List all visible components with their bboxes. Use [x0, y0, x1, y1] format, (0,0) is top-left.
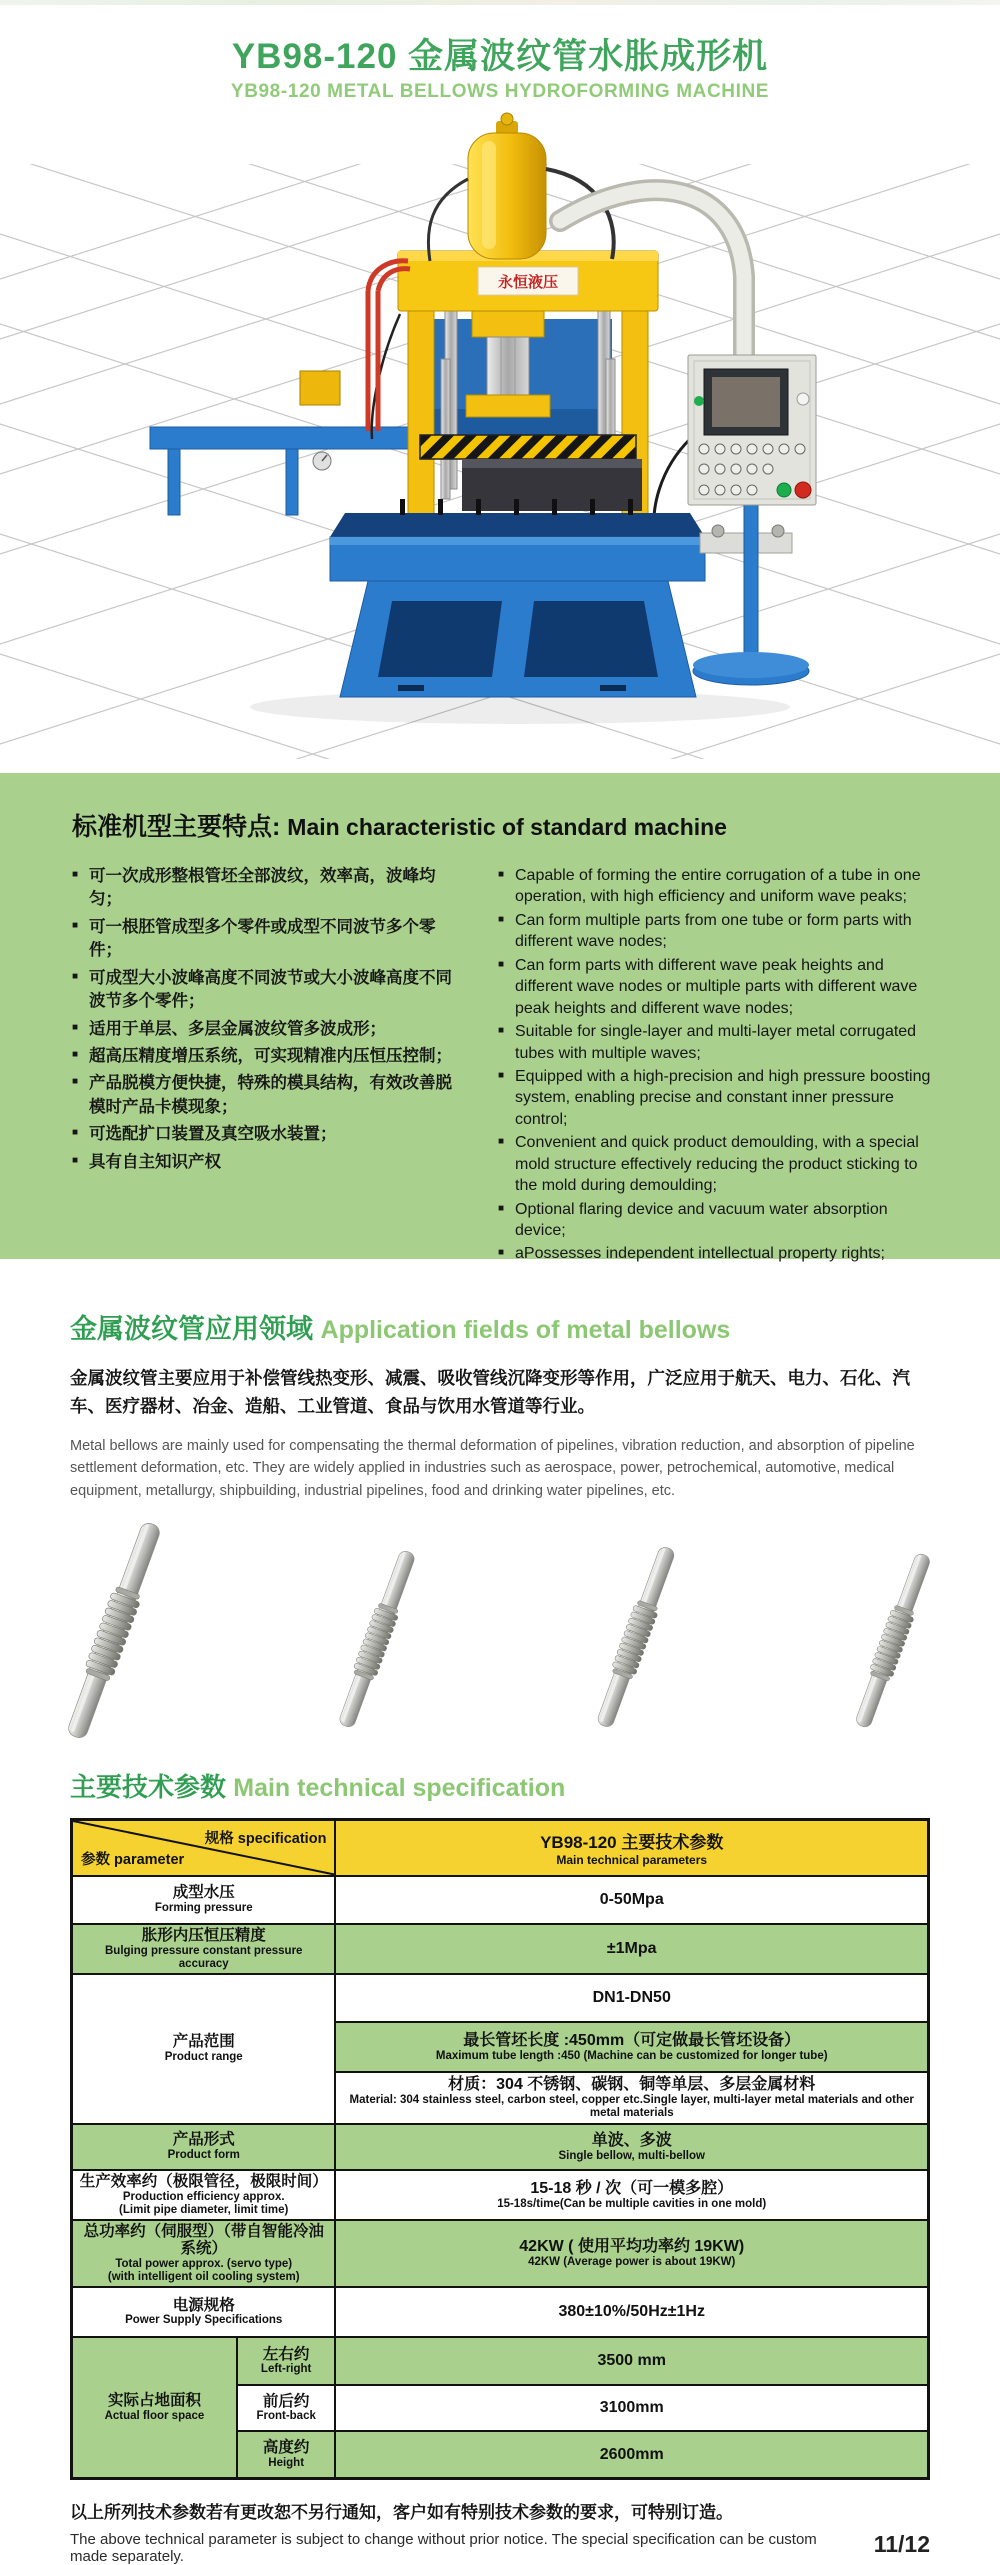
label-zh: 电源规格 — [172, 2296, 235, 2314]
sublabel-en: Left-right — [260, 2363, 312, 2376]
value: 380±10%/50Hz±1Hz — [558, 2303, 705, 2321]
feature-item-en: ■ Suitable for single-layer and multi-layer metal corrugated tubes with multiple waves; — [498, 1021, 936, 1064]
value-cell — [335, 2124, 928, 2170]
top-crossbeam — [398, 251, 658, 311]
specs-heading — [70, 1767, 930, 1804]
value-cell — [335, 2337, 928, 2385]
spec-row-production-efficiency — [72, 2170, 929, 2220]
label-en: Total power approx. (servo type) — [115, 2258, 293, 2271]
application-section — [70, 1307, 930, 1502]
spec-header-en: Main technical parameters — [556, 1853, 708, 1868]
machine-base — [340, 581, 696, 697]
value-zh: 材质：304 不锈钢、碳钢、铜等单层、多层金属材料 — [448, 2076, 816, 2094]
spec-header-cell — [335, 1820, 928, 1876]
value-en: 42KW (Average power is about 19KW) — [528, 2256, 736, 2269]
page-subtitle-en: YB98-120 METAL BELLOWS HYDROFORMING MACHINE — [230, 81, 770, 102]
value-cell — [335, 2287, 928, 2337]
features-heading-en: Main characteristic of standard machine — [287, 814, 727, 840]
bellows-tube-image — [844, 1548, 942, 1733]
label-cell — [72, 2220, 336, 2287]
label-en: Production efficiency approx. — [122, 2190, 285, 2203]
corner-label-specification: 规格 specification — [204, 1831, 327, 1848]
spec-corner-cell — [72, 1820, 336, 1876]
feature-item-zh: ■ 可选配扩口装置及真空吸水装置； — [72, 1123, 464, 1146]
features-list-zh — [72, 865, 464, 1267]
feature-item-zh: ■ 具有自主知识产权 — [72, 1151, 464, 1174]
label-en: Forming pressure — [154, 1902, 253, 1915]
value: DN1-DN50 — [592, 1989, 671, 2006]
sublabel-cell — [237, 2337, 336, 2385]
feature-item-en: ■ Convenient and quick product demoulding, with a special mold structure effectively reducing the product sticking to the mold during demoulding; — [498, 1132, 936, 1196]
features-list-en — [498, 865, 936, 1267]
value-cell — [335, 2170, 928, 2220]
value-cell — [335, 1876, 928, 1924]
label-zh: 产品形式 — [172, 2131, 235, 2149]
feature-item-en: ■ aPossesses independent intellectual property rights; — [498, 1243, 936, 1264]
footer-note-zh: 以上所列技术参数若有更改恕不另行通知，客户如有特别技术参数的要求，可特别订造。 — [70, 2503, 733, 2523]
sublabel-zh: 高度约 — [262, 2439, 310, 2457]
label-cell — [72, 2170, 336, 2220]
feature-item-zh: ■ 可一次成形整根管坯全部波纹，效率高，波峰均匀； — [72, 865, 464, 912]
spec-row-power-supply — [72, 2287, 929, 2337]
spec-table — [70, 1818, 930, 2480]
value: 3500 mm — [597, 2352, 666, 2370]
bellows-tube-image — [585, 1541, 687, 1733]
value-cell — [335, 1924, 928, 1974]
sublabel-en: Front-back — [256, 2410, 316, 2423]
bellows-product-photos — [58, 1528, 942, 1733]
machine-photo — [0, 109, 1000, 759]
corner-label-parameter: 参数 parameter — [81, 1851, 185, 1868]
feature-item-zh: ■ 超高压精度增压系统，可实现精准内压恒压控制； — [72, 1045, 464, 1068]
value-en: Single bellow, multi-bellow — [558, 2149, 705, 2162]
value-zh: 单波、多波 — [591, 2131, 672, 2149]
page-title: YB98-120 金属波纹管水胀成形机 — [231, 37, 769, 76]
bellows-tube-image — [58, 1528, 170, 1733]
features-heading-zh: 标准机型主要特点: — [72, 813, 281, 841]
page-number: 11/12 — [873, 2531, 930, 2558]
feature-item-zh: ■ 产品脱模方便快捷，特殊的模具结构，有效改善脱模时产品卡模现象； — [72, 1072, 464, 1119]
application-paragraph-en: Metal bellows are mainly used for compensating the thermal deformation of pipelines, vibration reduction, and absorption of pipeline settlement deformation, etc. They are widely applied in industries such as aerospace, power, petrochemical, automotive, medical equipment, metallurgy, shipbuilding, industrial pipelines, food and drinking water pipelines, etc. — [70, 1437, 915, 1499]
value: 0-50Mpa — [599, 1891, 664, 1908]
bellows-tube-image — [327, 1545, 427, 1733]
value-cell — [335, 2022, 928, 2072]
label-zh: 总功率约（伺服型）（带自智能冷油系统） — [83, 2222, 324, 2258]
label-zh: 成型水压 — [172, 1884, 235, 1902]
spec-header-zh: YB98-120 主要技术参数 — [540, 1833, 724, 1853]
value-cell — [335, 2072, 928, 2124]
value-cell — [335, 2385, 928, 2431]
spec-row-product-form — [72, 2124, 929, 2170]
value-zh: 15-18 秒 / 次（可一模多腔） — [530, 2179, 734, 2197]
application-heading-zh: 金属波纹管应用领域 — [70, 1314, 313, 1344]
feature-item-zh: ■ 适用于单层、多层金属波纹管多波成形； — [72, 1018, 464, 1041]
label-en: Power Supply Specifications — [125, 2314, 283, 2327]
value-zh: 最长管坯长度 :450mm（可定做最长管坯设备） — [463, 2031, 801, 2049]
footer-note-en: The above technical parameter is subject to change without prior notice. The special specification can be custom made separately. — [70, 2531, 817, 2565]
hydroforming-machine-illustration — [0, 109, 1000, 759]
specs-section — [70, 1767, 930, 2480]
label-cell — [72, 1876, 336, 1924]
label-cell — [72, 1924, 336, 1974]
top-strip — [0, 0, 1000, 5]
feature-item-en: ■ Can form multiple parts from one tube or form parts with different wave nodes; — [498, 910, 936, 953]
label-cell — [72, 2287, 336, 2337]
spec-row-total-power — [72, 2220, 929, 2287]
label-en: Product form — [167, 2149, 240, 2162]
feature-item-en: ■ Capable of forming the entire corrugation of a tube in one operation, with high efficiency and uniform wave peaks; — [498, 865, 936, 908]
application-heading — [70, 1307, 930, 1346]
specs-heading-zh: 主要技术参数 — [70, 1772, 227, 1803]
feature-item-en: ■ Can form parts with different wave peak heights and different wave nodes or multiple parts with different wave peak heights and different wave nodes; — [498, 955, 936, 1019]
brand-plaque-text: 永恒液压 — [497, 274, 559, 291]
spec-row-product-range-1 — [72, 1974, 929, 2022]
control-panel — [688, 355, 816, 685]
features-section — [0, 773, 1000, 1263]
value-cell — [335, 1974, 928, 2022]
hydraulic-cylinder — [468, 113, 546, 259]
spec-row-floor-left-right — [72, 2337, 929, 2385]
features-heading — [72, 807, 936, 843]
value: 2600mm — [599, 2446, 664, 2464]
label-en: Product range — [164, 2051, 243, 2064]
label-zh: 胀形内压恒压精度 — [141, 1926, 266, 1944]
feature-item-en: ■ Optional flaring device and vacuum water absorption device; — [498, 1199, 936, 1242]
label-en: (Limit pipe diameter, limit time) — [119, 2203, 289, 2216]
spec-header-row — [72, 1820, 929, 1876]
sublabel-en: Height — [268, 2457, 305, 2470]
label-zh: 生产效率约（极限管径，极限时间） — [79, 2172, 328, 2190]
label-en: Actual floor space — [104, 2410, 205, 2423]
value: ±1Mpa — [606, 1940, 657, 1957]
hazard-stripe-beam — [420, 435, 636, 459]
feature-item-zh: ■ 可成型大小波峰高度不同波节或大小波峰高度不同波节多个零件； — [72, 967, 464, 1014]
value-zh: 42KW ( 使用平均功率约 19KW) — [519, 2238, 745, 2256]
value-en: 15-18s/time(Can be multiple cavities in one mold) — [497, 2197, 767, 2210]
sublabel-cell — [237, 2385, 336, 2431]
feature-item-zh: ■ 可一根胚管成型多个零件或成型不同波节多个零件； — [72, 916, 464, 963]
label-cell — [72, 2124, 336, 2170]
sublabel-zh: 前后约 — [262, 2392, 310, 2410]
value-cell — [335, 2220, 928, 2287]
application-paragraph-zh: 金属波纹管主要应用于补偿管线热变形、减震、吸收管线沉降变形等作用，广泛应用于航天、电力、石化、汽车、医疗器材、冶金、造船、工业管道、食品与饮用水管道等行业。 — [70, 1368, 910, 1417]
label-cell-floor-space — [72, 2337, 237, 2479]
machine-table — [330, 499, 705, 581]
label-en: (with intelligent oil cooling system) — [107, 2271, 300, 2284]
spec-row-forming-pressure — [72, 1876, 929, 1924]
value-cell — [335, 2431, 928, 2479]
label-en: Bulging pressure constant pressure accuracy — [104, 1944, 303, 1970]
value-en: Maximum tube length :450 (Machine can be customized for longer tube) — [435, 2049, 828, 2062]
sublabel-zh: 左右约 — [262, 2345, 310, 2363]
label-cell — [72, 1974, 336, 2124]
label-zh: 实际占地面积 — [107, 2392, 201, 2410]
application-heading-en: Application fields of metal bellows — [320, 1316, 731, 1344]
specs-heading-en: Main technical specification — [233, 1774, 566, 1803]
value-en: Material: 304 stainless steel, carbon steel, copper etc.Single layer, multi-layer metal materials and other metal materials — [349, 2094, 914, 2120]
label-zh: 产品范围 — [172, 2033, 235, 2051]
spec-row-bulging-accuracy — [72, 1924, 929, 1974]
sublabel-cell — [237, 2431, 336, 2479]
footer — [70, 2498, 930, 2565]
feature-item-en: ■ Equipped with a high-precision and high pressure boosting system, enabling precise and constant inner pressure control; — [498, 1066, 936, 1130]
value: 3100mm — [599, 2399, 664, 2417]
